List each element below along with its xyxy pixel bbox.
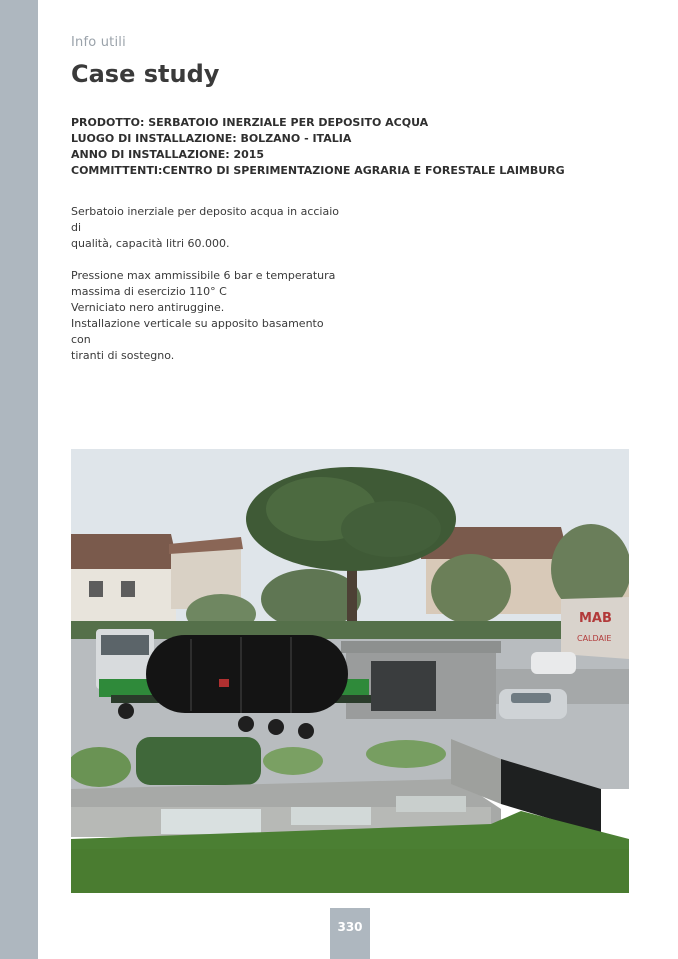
client-line: COMMITTENTI:CENTRO DI SPERIMENTAZIONE AGRARIA E FORESTALE LAIMBURG [71, 164, 565, 177]
description-line: Verniciato nero antiruggine. [71, 301, 225, 314]
section-label: Info utili [71, 35, 126, 50]
description-line: qualità, capacità litri 60.000. [71, 237, 230, 250]
sign-text: CALDAIE [577, 634, 612, 643]
project-details [71, 115, 565, 179]
description-line: Installazione verticale su apposito basamento con [71, 317, 324, 346]
case-study-photo [71, 449, 629, 893]
year-line: ANNO DI INSTALLAZIONE: 2015 [71, 148, 265, 161]
sign-brand: MAB [579, 611, 612, 626]
description-line: Pressione max ammissibile 6 bar e temperatura [71, 269, 336, 282]
description [71, 204, 343, 380]
page-title: Case study [71, 60, 220, 88]
location-line: LUOGO DI INSTALLAZIONE: BOLZANO - ITALIA [71, 132, 352, 145]
description-line: Serbatoio inerziale per deposito acqua in acciaio di [71, 205, 340, 234]
side-accent-bar [0, 0, 38, 959]
description-paragraph [71, 204, 343, 252]
description-line: tiranti di sostegno. [71, 349, 175, 362]
description-line: massima di esercizio 110° C [71, 285, 227, 298]
page-number: 330 [330, 908, 370, 959]
description-paragraph [71, 268, 343, 364]
product-line: PRODOTTO: SERBATOIO INERZIALE PER DEPOSITO ACQUA [71, 116, 429, 129]
